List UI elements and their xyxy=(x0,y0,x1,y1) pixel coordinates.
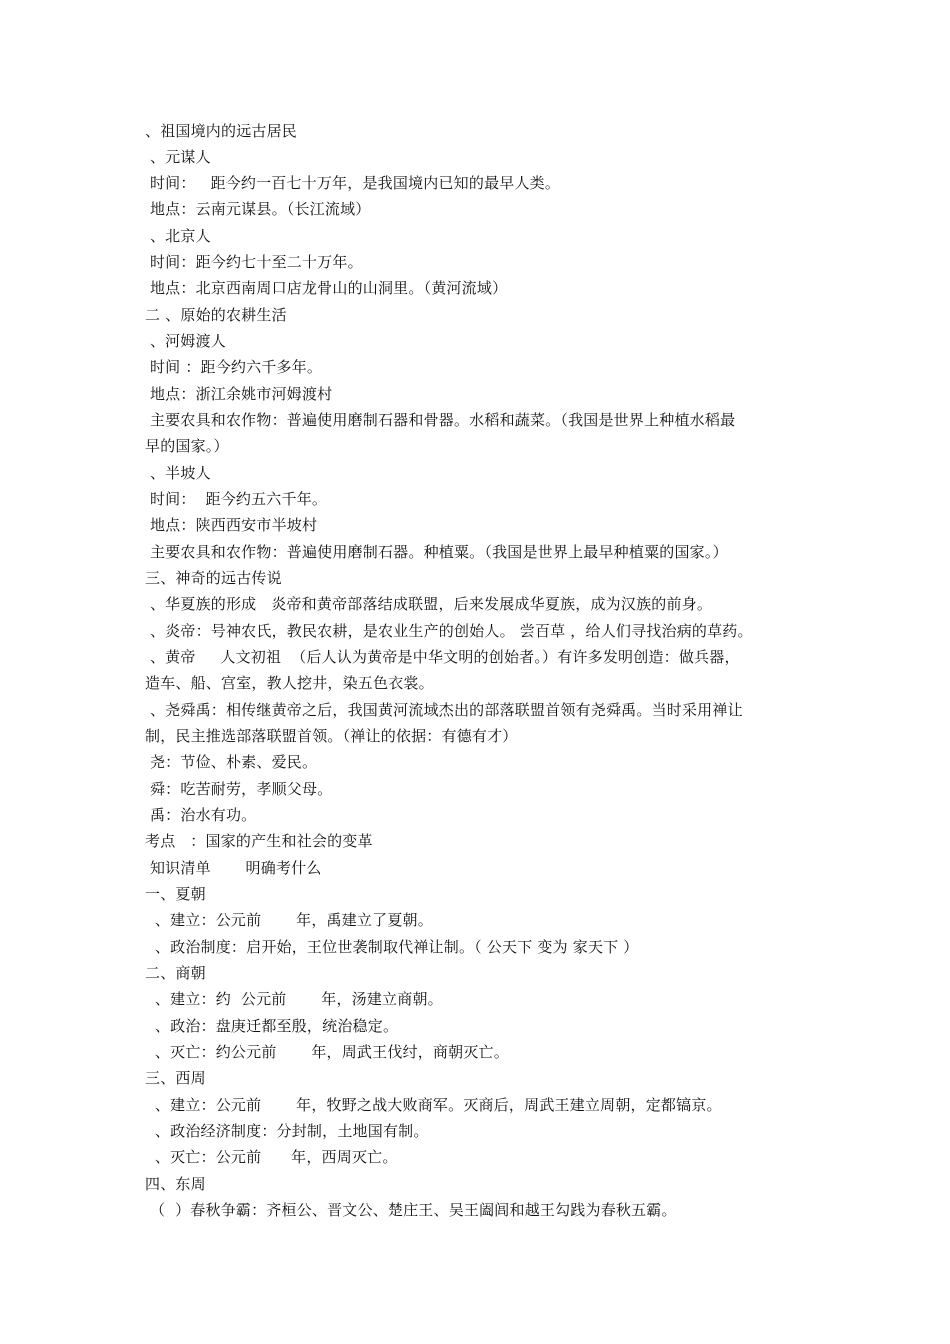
text-line: 、灭亡：约公元前 年，周武王伐纣，商朝灭亡。 xyxy=(145,1043,509,1061)
text-line: 知识清单 明确考什么 xyxy=(145,859,322,877)
text-line: 造车、船、宫室，教人挖井，染五色衣裳。 xyxy=(145,674,434,692)
text-line: 、政治制度：启开始，王位世袭制取代禅让制。（ 公天下 变为 家天下 ） xyxy=(145,938,639,956)
section-heading: 三、神奇的远古传说 xyxy=(145,569,282,587)
text-line: 、灭亡：公元前 年，西周灭亡。 xyxy=(145,1148,398,1166)
text-line: 、建立：公元前 年，禹建立了夏朝。 xyxy=(145,911,433,929)
text-line: 时间 ：距今约六千多年。 xyxy=(145,358,323,376)
text-line: 主要农具和农作物：普遍使用磨制石器。种植粟。（我国是世界上最早种植粟的国家。） xyxy=(145,543,728,561)
text-line: 、尧舜禹：相传继黄帝之后，我国黄河流域杰出的部落联盟首领有尧舜禹。当时采用禅让 xyxy=(145,701,743,719)
section-heading: 一、夏朝 xyxy=(145,885,206,903)
text-line: 尧：节俭、朴素、爱民。 xyxy=(145,753,318,771)
section-heading: 二 、原始的农耕生活 xyxy=(145,306,287,324)
text-line: 地点：云南元谋县。（长江流域） xyxy=(145,200,371,218)
text-line: 、元谋人 xyxy=(145,148,211,166)
text-line: 、祖国境内的远古居民 xyxy=(145,122,298,140)
text-line: （ ）春秋争霸：齐桓公、晋文公、楚庄王、吴王阖闾和越王勾践为春秋五霸。 xyxy=(145,1201,677,1219)
text-line: 、黄帝 人文初祖 （后人认为黄帝是中华文明的创始者。）有许多发明创造：做兵器， xyxy=(145,648,740,666)
text-line: 早的国家。） xyxy=(145,437,229,455)
section-heading: 四、东周 xyxy=(145,1175,206,1193)
text-line: 时间：距今约七十至二十万年。 xyxy=(145,253,363,271)
text-line: 、半坡人 xyxy=(145,464,211,482)
text-line: 、建立：公元前 年，牧野之战大败商军。灭商后，周武王建立周朝，定都镐京。 xyxy=(145,1096,722,1114)
text-line: 制，民主推选部落联盟首领。（禅让的依据：有德有才） xyxy=(145,727,518,745)
text-line: 、北京人 xyxy=(145,227,211,245)
section-heading: 考点 ：国家的产生和社会的变革 xyxy=(145,832,373,850)
text-line: 、政治：盘庚迁都至殷，统治稳定。 xyxy=(145,1017,399,1035)
text-line: 舜：吃苦耐劳，孝顺父母。 xyxy=(145,780,333,798)
text-line: 、河姆渡人 xyxy=(145,332,226,350)
text-line: 地点：陕西西安市半坡村 xyxy=(145,516,318,534)
section-heading: 二、商朝 xyxy=(145,964,206,982)
text-line: 地点：浙江余姚市河姆渡村 xyxy=(145,385,333,403)
text-line: 时间： 距今约一百七十万年，是我国境内已知的最早人类。 xyxy=(145,174,561,192)
text-line: 、建立：约 公元前 年，汤建立商朝。 xyxy=(145,990,443,1008)
text-line: 地点：北京西南周口店龙骨山的山洞里。（黄河流域） xyxy=(145,279,508,297)
text-line: 主要农具和农作物：普遍使用磨制石器和骨器。水稻和蔬菜。（我国是世界上种植水稻最 xyxy=(145,411,736,429)
text-line: 禹：治水有功。 xyxy=(145,806,257,824)
text-line: 、炎帝：号神农氏，教民农耕，是农业生产的创始人。 尝百草 ，给人们寻找治病的草药。 xyxy=(145,622,753,640)
text-line: 、政治经济制度：分封制，土地国有制。 xyxy=(145,1122,429,1140)
text-line: 、华夏族的形成 炎帝和黄帝部落结成联盟，后来发展成华夏族，成为汉族的前身。 xyxy=(145,595,713,613)
section-heading: 三、西周 xyxy=(145,1069,206,1087)
text-line: 时间： 距今约五六千年。 xyxy=(145,490,328,508)
